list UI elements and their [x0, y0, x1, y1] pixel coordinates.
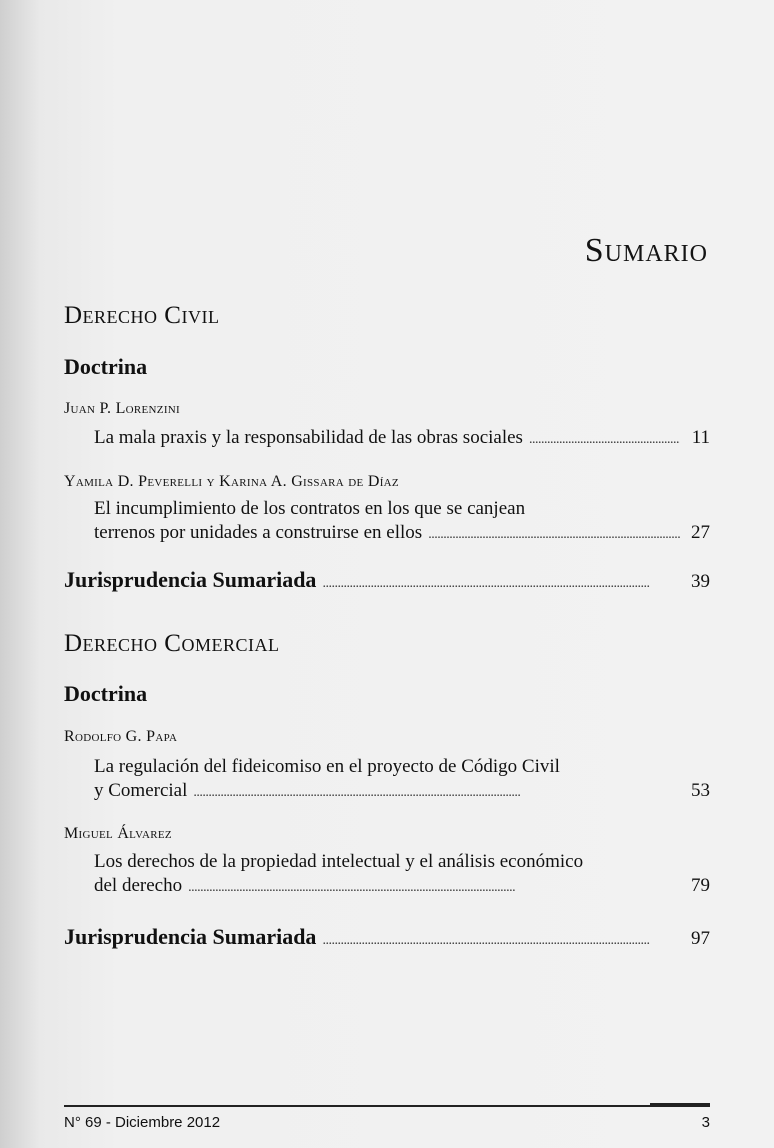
- article-entry: [94, 850, 710, 900]
- page-title: Sumario: [584, 232, 708, 269]
- dot-leader: [428, 521, 680, 547]
- subheading-doctrina-comercial: Doctrina: [64, 681, 148, 706]
- article-title-line: El incumplimiento de los contratos en los que se canjean: [94, 498, 526, 519]
- page-number: 27: [691, 522, 710, 543]
- page-number: 79: [691, 875, 710, 896]
- footer-rule-accent: [650, 1103, 710, 1107]
- article-title-line: La regulación del fideicomiso en el proyecto de Código Civil: [94, 756, 560, 777]
- article-entry: [94, 755, 710, 805]
- page-number: 11: [691, 427, 710, 448]
- footer-issue: N° 69 - Diciembre 2012: [64, 1114, 221, 1131]
- subheading-doctrina-civil: Doctrina: [64, 354, 148, 379]
- article-title-line: terrenos por unidades a construirse en ellos: [94, 522, 423, 543]
- page-number: 39: [691, 571, 710, 592]
- article-title-line: La mala praxis y la responsabilidad de las obras sociales: [94, 427, 523, 448]
- footer-rule: [64, 1105, 710, 1107]
- dot-leader: [529, 426, 680, 452]
- article-entry: [94, 426, 710, 452]
- dot-leader: [188, 874, 680, 900]
- article-title-line: y Comercial: [94, 780, 188, 801]
- jurisprudencia-entry-civil: [64, 567, 710, 593]
- author-peverelli-gissara: Yamila D. Peverelli y Karina A. Gissara de Díaz: [64, 473, 399, 490]
- article-title-line: Los derechos de la propiedad intelectual y el análisis económico: [94, 851, 584, 872]
- author-papa: Rodolfo G. Papa: [64, 728, 178, 745]
- page-number: 97: [691, 928, 710, 949]
- section-heading-comercial: Derecho Comercial: [64, 630, 280, 657]
- article-entry: [94, 497, 710, 547]
- page-number: 53: [691, 780, 710, 801]
- jurisprudencia-label: Jurisprudencia Sumariada: [64, 567, 317, 592]
- section-heading-civil: Derecho Civil: [64, 302, 220, 329]
- jurisprudencia-entry-comercial: [64, 924, 710, 950]
- dot-leader: [322, 567, 680, 593]
- author-lorenzini: Juan P. Lorenzini: [64, 400, 180, 417]
- jurisprudencia-label: Jurisprudencia Sumariada: [64, 924, 317, 949]
- dot-leader: [322, 924, 680, 950]
- footer-page-number: 3: [701, 1114, 710, 1131]
- article-title-line: del derecho: [94, 875, 183, 896]
- author-alvarez: Miguel Álvarez: [64, 825, 172, 842]
- dot-leader: [193, 779, 680, 805]
